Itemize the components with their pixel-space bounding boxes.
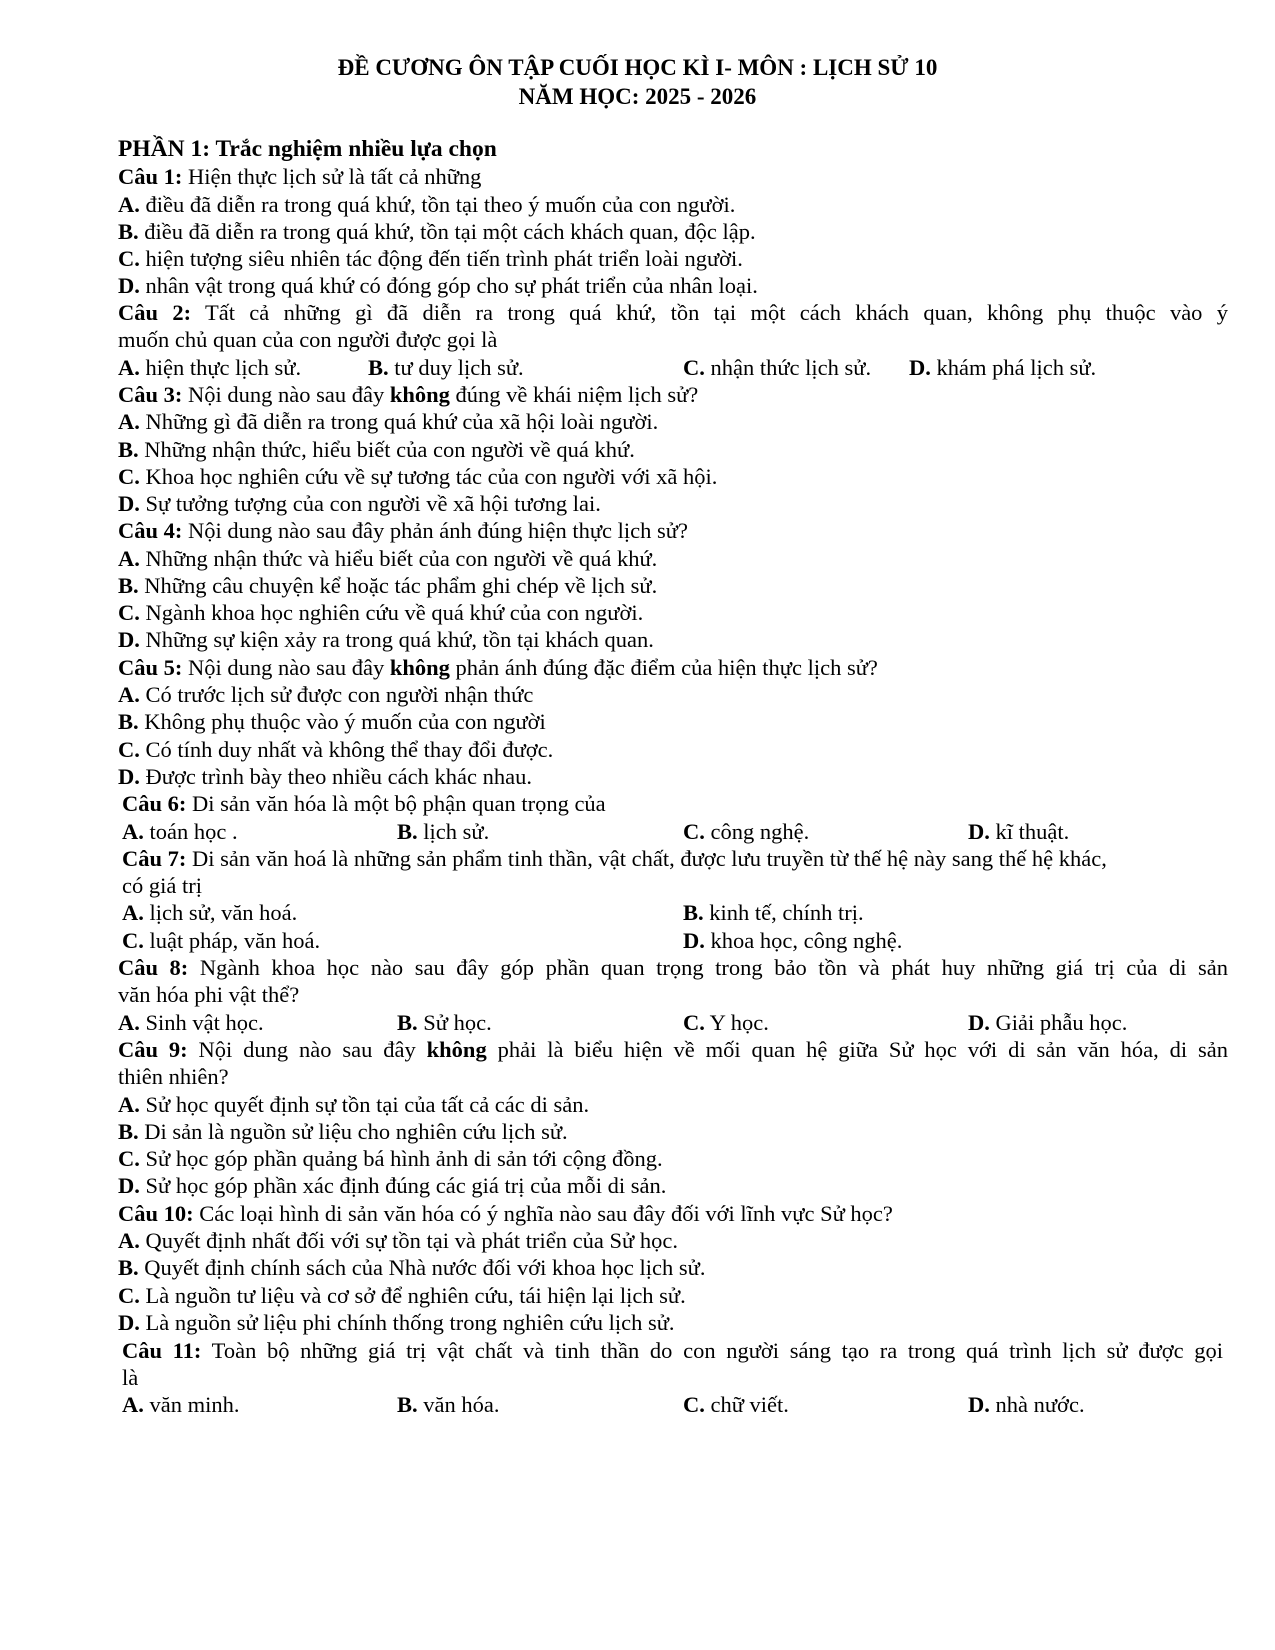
question-8 xyxy=(118,954,1228,982)
option-5c: C. Có tính duy nhất và không thể thay đổi được. xyxy=(118,737,554,762)
options-row-7a xyxy=(122,899,1232,927)
option-7c: C. luật pháp, văn hoá. xyxy=(122,928,321,953)
question-7 xyxy=(122,845,1227,873)
question-3: Câu 3: Nội dung nào sau đây không đúng về khái niệm lịch sử? xyxy=(118,382,699,407)
option-6d: D. kĩ thuật. xyxy=(968,819,1070,844)
option-9d: D. Sử học góp phần xác định đúng các giá trị của mỗi di sản. xyxy=(118,1173,667,1198)
option-3a: A. Những gì đã diễn ra trong quá khứ của xã hội loài người. xyxy=(118,409,659,434)
question-7-continued: có giá trị xyxy=(122,873,202,898)
option-4c: C. Ngành khoa học nghiên cứu về quá khứ của con người. xyxy=(118,600,644,625)
option-3b: B. Những nhận thức, hiểu biết của con người về quá khứ. xyxy=(118,437,635,462)
question-11 xyxy=(122,1337,1223,1365)
question-5: Câu 5: Nội dung nào sau đây không phản ánh đúng đặc điểm của hiện thực lịch sử? xyxy=(118,655,878,680)
question-text: Di sản văn hóa là một bộ phận quan trọng của xyxy=(192,791,606,816)
option-1a: A. điều đã diễn ra trong quá khứ, tồn tại theo ý muốn của con người. xyxy=(118,192,736,217)
option-1c: C. hiện tượng siêu nhiên tác động đến tiến trình phát triển loài người. xyxy=(118,246,743,271)
option-11c: C. chữ viết. xyxy=(683,1392,789,1417)
question-text: Hiện thực lịch sử là tất cả những xyxy=(188,164,482,189)
option-6c: C. công nghệ. xyxy=(683,819,810,844)
question-text: Ngành khoa học nào sau đây góp phần quan trọng trong bảo tồn và phát huy những giá trị của di sản xyxy=(199,955,1229,980)
option-6a: A. toán học . xyxy=(122,819,238,844)
question-label: Câu 7: xyxy=(122,846,187,871)
options-row-6 xyxy=(122,818,1232,846)
options-row-2 xyxy=(118,354,1228,382)
question-label: Câu 2: xyxy=(118,300,192,325)
option-4d: D. Những sự kiện xảy ra trong quá khứ, tồn tại khách quan. xyxy=(118,627,654,652)
question-label: Câu 8: xyxy=(118,955,189,980)
option-4b: B. Những câu chuyện kể hoặc tác phẩm ghi chép về lịch sử. xyxy=(118,573,658,598)
option-1d: D. nhân vật trong quá khứ có đóng góp cho sự phát triển của nhân loại. xyxy=(118,273,758,298)
option-5a: A. Có trước lịch sử được con người nhận thức xyxy=(118,682,534,707)
question-label: Câu 6: xyxy=(122,791,187,816)
question-2 xyxy=(118,299,1228,327)
option-2b: B. tư duy lịch sử. xyxy=(368,355,524,380)
document-title: ĐỀ CƯƠNG ÔN TẬP CUỐI HỌC KÌ I- MÔN : LỊCH SỬ 10 xyxy=(337,55,938,80)
options-row-11 xyxy=(122,1391,1232,1419)
option-10a: A. Quyết định nhất đối với sự tồn tại và phát triển của Sử học. xyxy=(118,1228,678,1253)
option-5b: B. Không phụ thuộc vào ý muốn của con người xyxy=(118,709,546,734)
option-8c: C. Y học. xyxy=(683,1010,769,1035)
option-4a: A. Những nhận thức và hiểu biết của con người về quá khứ. xyxy=(118,546,658,571)
option-11a: A. văn minh. xyxy=(122,1392,240,1417)
question-label: Câu 3: xyxy=(118,382,183,407)
option-10b: B. Quyết định chính sách của Nhà nước đối với khoa học lịch sử. xyxy=(118,1255,706,1280)
question-label: Câu 4: xyxy=(118,518,183,543)
option-8a: A. Sinh vật học. xyxy=(118,1010,264,1035)
option-11d: D. nhà nước. xyxy=(968,1392,1085,1417)
option-2d: D. khám phá lịch sử. xyxy=(909,355,1097,380)
question-8-continued: văn hóa phi vật thể? xyxy=(118,982,300,1007)
option-3d: D. Sự tưởng tượng của con người về xã hội tương lai. xyxy=(118,491,601,516)
option-9b: B. Di sản là nguồn sử liệu cho nghiên cứu lịch sử. xyxy=(118,1119,568,1144)
question-text: Tất cả những gì đã diễn ra trong quá khứ, tồn tại một cách khách quan, không phụ thuộc vào ý xyxy=(205,300,1229,325)
question-11-continued: là xyxy=(122,1365,139,1390)
option-7d: D. khoa học, công nghệ. xyxy=(683,928,903,953)
question-text: Di sản văn hoá là những sản phẩm tinh thần, vật chất, được lưu truyền từ thế hệ này sang thế hệ khác, xyxy=(192,846,1107,871)
option-11b: B. văn hóa. xyxy=(397,1392,500,1417)
options-row-7b xyxy=(122,927,1232,955)
options-row-8 xyxy=(118,1009,1228,1037)
question-text: Toàn bộ những giá trị vật chất và tinh thần do con người sáng tạo ra trong quá trình lịch sử được gọi xyxy=(211,1338,1224,1363)
question-text: Nội dung nào sau đây phản ánh đúng hiện thực lịch sử? xyxy=(188,518,688,543)
question-label: Câu 1: xyxy=(118,164,183,189)
question-4 xyxy=(118,517,1228,545)
option-8d: D. Giải phẫu học. xyxy=(968,1010,1128,1035)
question-1 xyxy=(118,163,1228,191)
option-10c: C. Là nguồn tư liệu và cơ sở để nghiên cứu, tái hiện lại lịch sử. xyxy=(118,1283,686,1308)
option-2c: C. nhận thức lịch sử. xyxy=(683,355,872,380)
question-text: Các loại hình di sản văn hóa có ý nghĩa nào sau đây đối với lĩnh vực Sử học? xyxy=(199,1201,893,1226)
option-9c: C. Sử học góp phần quảng bá hình ảnh di sản tới cộng đồng. xyxy=(118,1146,663,1171)
option-3c: C. Khoa học nghiên cứu về sự tương tác của con người với xã hội. xyxy=(118,464,718,489)
option-7a: A. lịch sử, văn hoá. xyxy=(122,900,298,925)
option-8b: B. Sử học. xyxy=(397,1010,492,1035)
question-label: Câu 5: xyxy=(118,655,183,680)
question-9-continued: thiên nhiên? xyxy=(118,1064,229,1089)
option-5d: D. Được trình bày theo nhiều cách khác nhau. xyxy=(118,764,532,789)
option-7b: B. kinh tế, chính trị. xyxy=(683,900,864,925)
question-6 xyxy=(122,790,1232,818)
question-label: Câu 9: xyxy=(118,1037,188,1062)
question-9: Câu 9: Nội dung nào sau đây không phải là biểu hiện về mối quan hệ giữa Sử học với di sản văn hóa, di sản xyxy=(118,1037,1229,1062)
option-2a: A. hiện thực lịch sử. xyxy=(118,355,302,380)
option-1b: B. điều đã diễn ra trong quá khứ, tồn tại một cách khách quan, độc lập. xyxy=(118,219,756,244)
question-label: Câu 11: xyxy=(122,1338,202,1363)
option-9a: A. Sử học quyết định sự tồn tại của tất cả các di sản. xyxy=(118,1092,590,1117)
section-heading: PHẦN 1: Trắc nghiệm nhiều lựa chọn xyxy=(118,136,497,162)
question-2-continued: muốn chủ quan của con người được gọi là xyxy=(118,327,498,352)
option-10d: D. Là nguồn sử liệu phi chính thống trong nghiên cứu lịch sử. xyxy=(118,1310,675,1335)
option-6b: B. lịch sử. xyxy=(397,819,490,844)
question-label: Câu 10: xyxy=(118,1201,194,1226)
question-10 xyxy=(118,1200,1228,1228)
document-subtitle: NĂM HỌC: 2025 - 2026 xyxy=(518,84,757,109)
